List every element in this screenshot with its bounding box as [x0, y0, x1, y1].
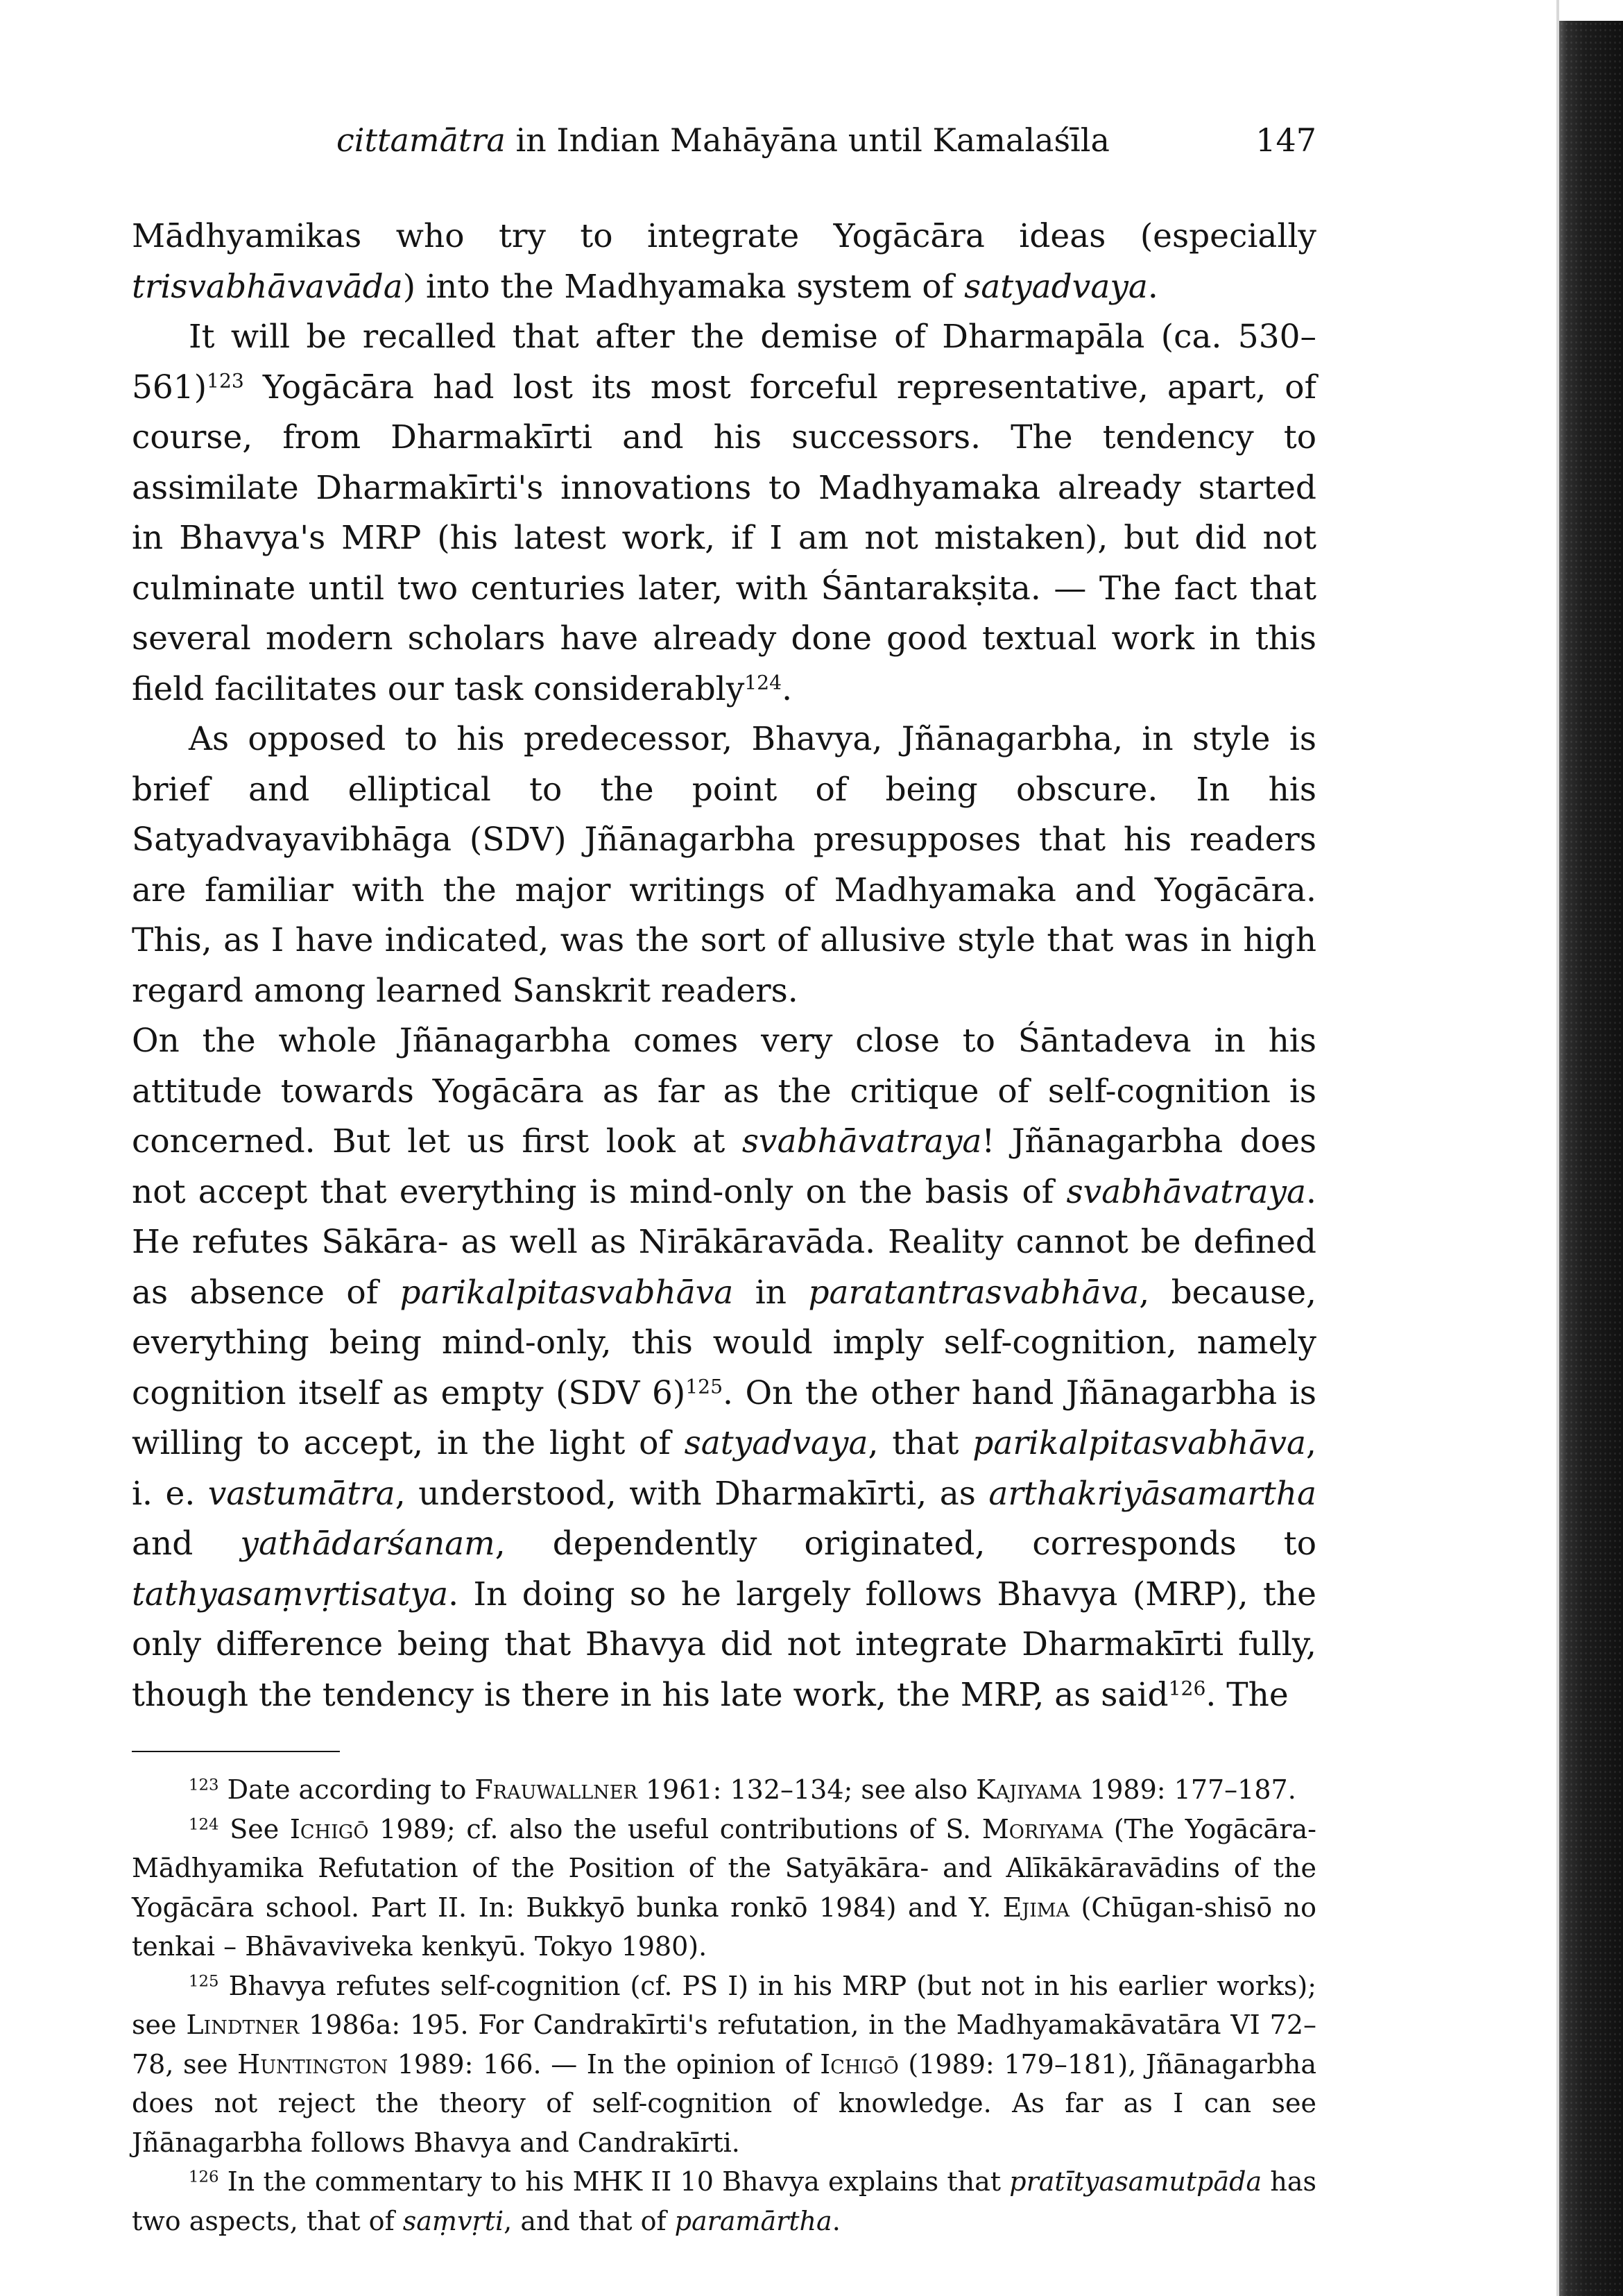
running-title-rest: in Indian Mahāyāna until Kamalaśīla — [505, 121, 1110, 159]
page-number: 147 — [1255, 121, 1316, 159]
author-name: Ichigō — [289, 1813, 369, 1844]
text-run: , because, everything being mind-only, this would imply self-cognition, namely cognition itself as empty (SDV 6) — [132, 1273, 1316, 1412]
term-italic: saṃvṛti — [402, 2205, 504, 2236]
text-run: , that — [868, 1424, 973, 1462]
text-run: Date according to — [218, 1774, 475, 1805]
text-run: in — [733, 1273, 809, 1312]
footnotes — [132, 1770, 1316, 2241]
author-name: Ejima — [1002, 1892, 1070, 1923]
term-italic: yathādarśanam — [240, 1525, 495, 1563]
paragraph-2 — [132, 312, 1316, 714]
term-italic: paratantrasvabhāva — [808, 1273, 1140, 1312]
text-run: . He refutes Sākāra- as well as Nirākāravāda. Reality cannot be defined as absence of — [132, 1172, 1316, 1312]
text-run: It will be recalled that after the demise of Dharmapāla (ca. 530–561) — [132, 318, 1316, 406]
footnote-126 — [132, 2162, 1316, 2241]
footnote-124 — [132, 1810, 1316, 1967]
footnote-number: 126 — [189, 2168, 219, 2186]
text-run: See — [218, 1813, 290, 1844]
text-run: 1986a: 195. For Candrakīrti's refutation, in the Madhyamakāvatāra VI 72–78, see — [132, 2010, 1316, 2080]
author-name: Frauwallner — [474, 1774, 637, 1805]
author-name: Huntington — [237, 2048, 388, 2080]
term-italic: parikalpitasvabhāva — [400, 1273, 734, 1312]
text-run: . — [1147, 267, 1158, 306]
text-run: (The Yogācāra-Mādhyamika Refutation of the Position of the Satyākāra- and Alīkākāravādins of the Yogācāra school. Part II. In: Bukkyō bunka ronkō 1984) and Y. — [132, 1813, 1316, 1923]
footnote-125 — [132, 1967, 1316, 2163]
text-run: 1961: 132–134; see also — [637, 1774, 977, 1805]
author-name: Moriyama — [981, 1813, 1104, 1844]
footnote-ref-124: 124 — [744, 671, 782, 694]
footnote-ref-126: 126 — [1168, 1677, 1206, 1699]
paragraph-4 — [132, 1016, 1316, 1720]
term-italic: svabhāvatraya — [741, 1122, 982, 1160]
author-name: Kajiyama — [976, 1774, 1081, 1805]
term-italic: parikalpitasvabhāva — [972, 1424, 1307, 1462]
term-italic: arthakriyāsamartha — [988, 1474, 1316, 1513]
running-title — [336, 121, 1110, 159]
text-run: . — [832, 2205, 841, 2236]
footnote-number: 125 — [189, 1971, 219, 1990]
running-title-italic: cittamātra — [336, 121, 506, 159]
text-run: , understood, with Dharmakīrti, as — [395, 1474, 989, 1513]
body-text — [132, 212, 1316, 1720]
running-header — [132, 121, 1316, 177]
term-italic: satyadvaya — [964, 267, 1148, 306]
text-run: . — [782, 669, 793, 708]
text-run: . On the other hand Jñānagarbha is willing to accept, in the light of — [132, 1373, 1317, 1462]
footnote-123 — [132, 1770, 1316, 1810]
text-run: , and that of — [504, 2205, 675, 2236]
text-run: . The — [1205, 1675, 1289, 1714]
text-run: Mādhyamikas who try to integrate Yogācāra ideas (especially — [132, 217, 1316, 255]
term-italic: pratītyasamutpāda — [1009, 2166, 1262, 2197]
text-run: 1989; cf. also the useful contributions of S. — [368, 1813, 982, 1844]
text-run: and — [132, 1525, 241, 1563]
author-name: Ichigō — [820, 2048, 899, 2080]
text-run: In the commentary to his MHK II 10 Bhavya explains that — [218, 2166, 1010, 2197]
footnote-number: 123 — [189, 1776, 219, 1794]
text-run: , i. e. — [132, 1424, 1316, 1513]
text-run: Yogācāra had lost its most forceful representative, apart, of course, from Dharmakīrti and his successors. The tendency to assimilate Dharmakīrti's innovations to Madhyamaka already started in Bhavya's MRP (his latest work, if I am not mistaken), but did not culminate until two centuries later, with Śāntarakṣita. — The fact that several modern scholars have already done good textual work in this field facilitates our task considerably — [132, 368, 1316, 708]
term-italic: tathyasaṃvṛtisatya — [132, 1575, 449, 1613]
text-run: Bhavya refutes self-cognition (cf. PS I) in his MRP (but not in his earlier works); see — [132, 1970, 1316, 2040]
footnote-ref-123: 123 — [207, 369, 244, 392]
footnote-number: 124 — [189, 1815, 219, 1833]
text-run: ! Jñānagarbha does not accept that everything is mind-only on the basis of — [132, 1122, 1316, 1211]
footnote-separator — [132, 1751, 340, 1752]
text-run: . In doing so he largely follows Bhavya (MRP), the only difference being that Bhavya did not integrate Dharmakīrti fully, though the tendency is there in his late work, the MRP, as said — [132, 1575, 1316, 1714]
text-run: , dependently originated, corresponds to — [495, 1525, 1316, 1563]
text-run: 1989: 177–187. — [1081, 1774, 1296, 1805]
footnote-ref-125: 125 — [685, 1375, 723, 1398]
text-run: has two aspects, that of — [132, 2166, 1316, 2236]
text-run: (1989: 179–181), Jñānagarbha does not reject the theory of self-cognition of knowledge. As far as I can see Jñānagarbha follows Bhavya and Candrakīrti. — [132, 2048, 1316, 2158]
scan-border-texture — [1559, 21, 1623, 2296]
term-italic: svabhāvatraya — [1066, 1172, 1307, 1211]
text-run: On the whole Jñānagarbha comes very close to Śāntadeva in his attitude towards Yogācāra as far as the critique of self-cognition is concerned. But let us first look at — [132, 1022, 1316, 1160]
term-italic: satyadvaya — [684, 1424, 868, 1462]
text-run: (Chūgan-shisō no tenkai – Bhāvaviveka kenkyū. Tokyo 1980). — [132, 1892, 1316, 1962]
term-italic: paramārtha — [674, 2205, 832, 2236]
term-italic: vastumātra — [207, 1474, 395, 1513]
page — [132, 121, 1316, 2241]
paragraph-1 — [132, 212, 1316, 312]
term-italic: trisvabhāvavāda — [132, 267, 403, 306]
text-run: ) into the Madhyamaka system of — [402, 267, 965, 306]
author-name: Lindtner — [186, 2010, 300, 2040]
text-run: 1989: 166. — In the opinion of — [388, 2048, 821, 2080]
paragraph-3: As opposed to his predecessor, Bhavya, Jñānagarbha, in style is brief and elliptical to the point of being obscure. In his Satyadvayavibhāga (SDV) Jñānagarbha presupposes that his readers are familiar with the major writings of Madhyamaka and Yogācāra. This, as I have indicated, was the sort of allusive style that was in high regard among learned Sanskrit readers. — [132, 720, 1316, 1010]
